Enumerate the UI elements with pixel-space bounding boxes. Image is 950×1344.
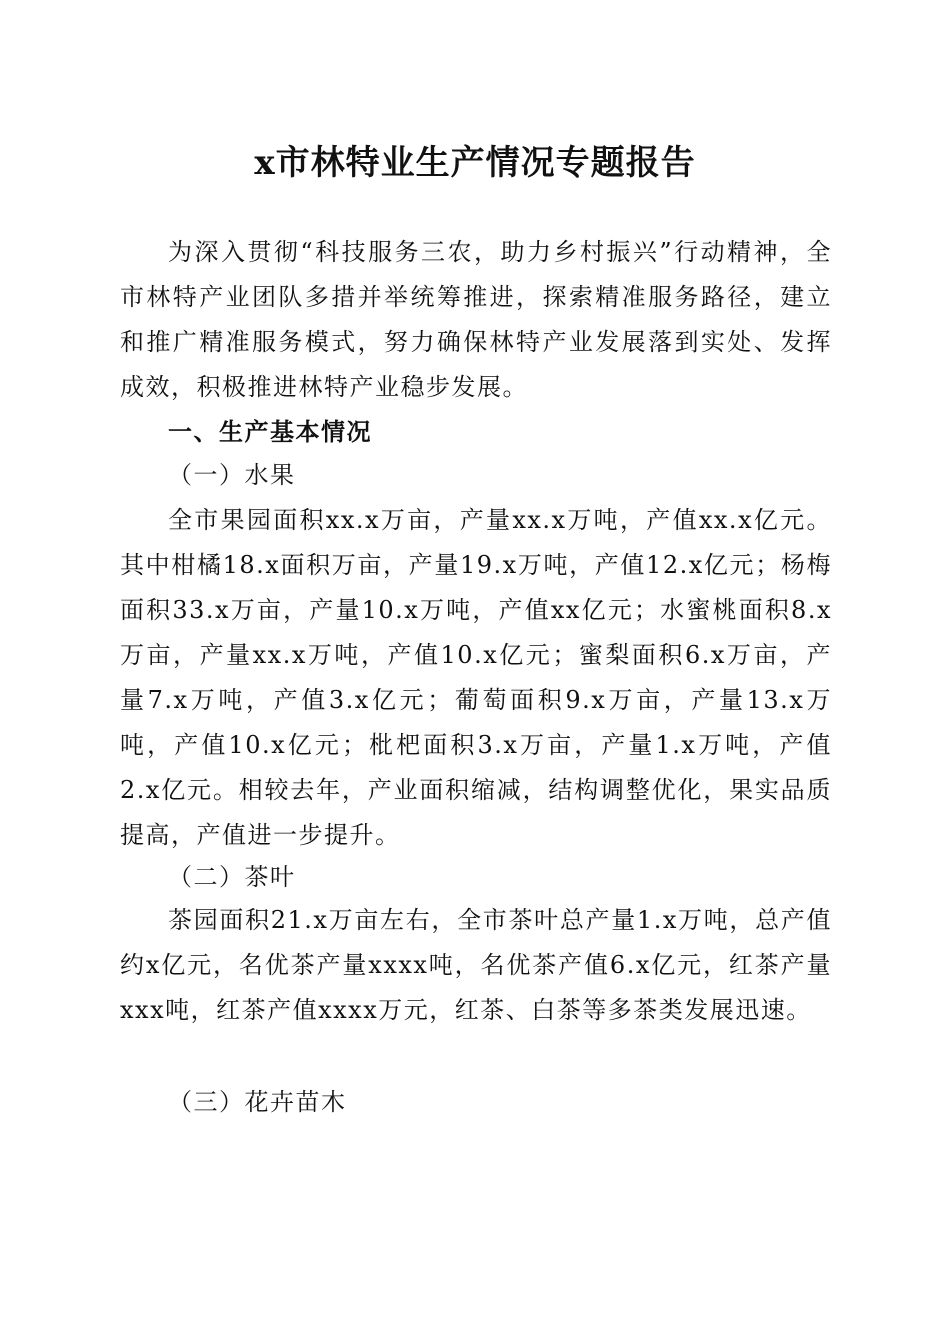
subheading-tea: （二）茶叶	[168, 863, 296, 891]
subheading-fruit: （一）水果	[168, 461, 296, 489]
tea-paragraph: 茶园面积21.x万亩左右，全市茶叶总产量1.x万吨，总产值约x亿元，名优茶产量xxxx吨，名优茶产值6.x亿元，红茶产量xxx吨，红茶产值xxxx万元，红茶、白茶等多茶类发展迅速。	[120, 906, 832, 1024]
intro-paragraph: 为深入贯彻“科技服务三农，助力乡村振兴”行动精神，全市林特产业团队多措并举统筹推进，探索精准服务路径，建立和推广精准服务模式，努力确保林特产业发展落到实处、发挥成效，积极推进林特产业稳步发展。	[120, 238, 832, 401]
subheading-flowers-seedlings: （三）花卉苗木	[168, 1088, 347, 1116]
section-heading-basic-situation: 一、生产基本情况	[168, 418, 372, 446]
document-title: x市林特业生产情况专题报告	[254, 143, 696, 183]
fruit-paragraph: 全市果园面积xx.x万亩，产量xx.x万吨，产值xx.x亿元。其中柑橘18.x面积万亩，产量19.x万吨，产值12.x亿元；杨梅面积33.x万亩，产量10.x万吨，产值xx亿元；水蜜桃面积8.x万亩，产量xx.x万吨，产值10.x亿元；蜜梨面积6.x万亩，产量7.x万吨，产值3.x亿元；葡萄面积9.x万亩，产量13.x万吨，产值10.x亿元；枇杷面积3.x万亩，产量1.x万吨，产值2.x亿元。相较去年，产业面积缩减，结构调整优化，果实品质提高，产值进一步提升。	[120, 506, 832, 849]
